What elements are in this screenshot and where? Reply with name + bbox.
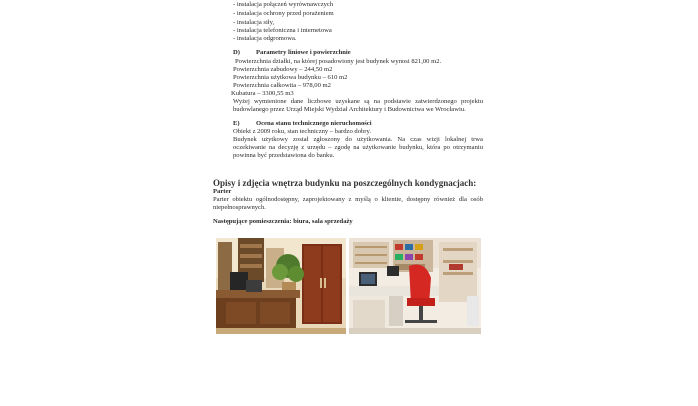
- list-item: - instalacja telefoniczna i internetowa: [233, 27, 332, 34]
- section-e-line: Budynek użytkowy został zgłoszony do użytkowania. Na czas wizji lokalnej trwa: [233, 136, 483, 143]
- rooms-label: Następujące pomieszczenia: biura, sala sprzedaży: [213, 218, 353, 225]
- floor-description: niepełnosprawnych.: [213, 204, 266, 211]
- section-e-line: oczekiwanie na decyzję z urzędu – zgodę na użytkowanie budynku, która po otrzymaniu: [233, 144, 483, 151]
- section-d-heading: Parametry liniowe i powierzchnie: [256, 49, 351, 56]
- list-item: - instalacja odgromowa.: [233, 35, 297, 42]
- section-e-line: powinna być przedstawiona do banku.: [233, 152, 335, 159]
- list-item: - instalacja połączeń wyrównawczych: [233, 1, 334, 8]
- section-e-heading: Ocena stanu technicznego nieruchomości: [256, 120, 372, 127]
- section-d-line: Powierzchnia całkowita – 978,00 m2: [233, 82, 331, 89]
- section-d-line: Powierzchnia użytkowa budynku – 610 m2: [233, 74, 348, 81]
- list-item: - instalacja ochrony przed porażeniem: [233, 10, 334, 17]
- section-d-line: Powierzchnia działki, na której posadowiony jest budynek wynosi 821,00 m2.: [235, 58, 442, 65]
- sales-room-photo: [349, 238, 481, 334]
- section-d-letter: D): [233, 49, 240, 56]
- section-d-note: budowlanego przez Urząd Miejski Wydział Architektury i Budownictwa we Wrocławiu.: [233, 106, 466, 113]
- floor-description: Parter obiektu ogólnodostępny, zaprojektowany z myślą o klientie, dostępny również dla osób: [213, 196, 483, 203]
- floor-label: Parter: [213, 188, 232, 195]
- section-e-line: Obiekt z 2009 roku, stan techniczny – bardzo dobry.: [233, 128, 372, 135]
- section-d-note: Wyżej wymienione dane liczbowe uzyskane są na podstawie zatwierdzonego projektu: [233, 98, 483, 105]
- office-photo: [216, 238, 346, 334]
- list-item: - instalacja siły,: [233, 19, 275, 26]
- section-d-line: Kubatura – 3300,55 m3: [231, 90, 294, 97]
- section-d-line: Powierzchnia zabudowy – 244,50 m2: [233, 66, 333, 73]
- interiors-heading: Opisy i zdjęcia wnętrza budynku na poszczególnych kondygnacjach:: [213, 178, 477, 188]
- section-e-letter: E): [233, 120, 240, 127]
